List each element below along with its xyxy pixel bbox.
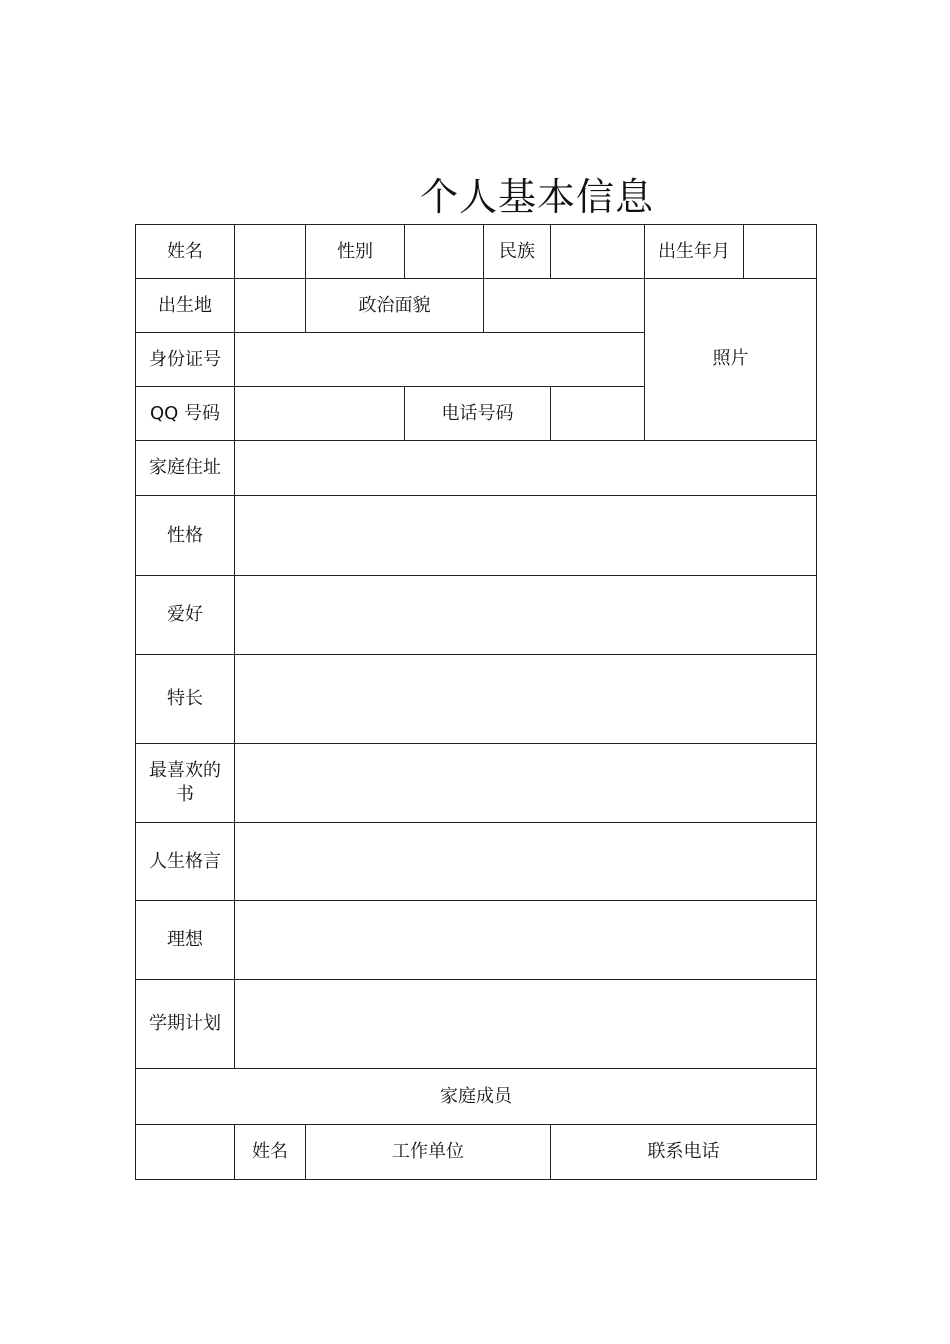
photo-label: 照片 — [712, 347, 749, 369]
phone-number-label: 电话号码 — [405, 387, 551, 441]
specialty-label: 特长 — [136, 655, 235, 744]
name-input[interactable] — [235, 225, 306, 279]
family-section-title: 家庭成员 — [136, 1069, 817, 1125]
row-basic-1 — [136, 225, 817, 279]
favorite-book-label-line1: 最喜欢的 — [149, 760, 221, 781]
gender-input[interactable] — [405, 225, 484, 279]
id-number-input[interactable] — [235, 333, 645, 387]
favorite-book-label — [136, 744, 235, 823]
row-ideal — [136, 901, 817, 980]
ideal-input[interactable] — [235, 901, 817, 980]
row-address — [136, 441, 817, 496]
personal-info-form — [135, 224, 817, 1180]
row-favorite-book — [136, 744, 817, 823]
family-column-blank — [136, 1125, 235, 1180]
qq-number-input[interactable] — [235, 387, 405, 441]
gender-label: 性别 — [306, 225, 405, 279]
photo-box[interactable] — [645, 279, 817, 441]
ethnicity-input[interactable] — [551, 225, 645, 279]
home-address-input[interactable] — [235, 441, 817, 496]
life-motto-label: 人生格言 — [136, 823, 235, 901]
home-address-label: 家庭住址 — [136, 441, 235, 496]
ideal-label: 理想 — [136, 901, 235, 980]
birth-month-label: 出生年月 — [645, 225, 744, 279]
birthplace-label: 出生地 — [136, 279, 235, 333]
favorite-book-input[interactable] — [235, 744, 817, 823]
favorite-book-label-line2: 书 — [176, 784, 194, 805]
row-semester-plan — [136, 980, 817, 1069]
family-header-row — [136, 1125, 817, 1180]
life-motto-input[interactable] — [235, 823, 817, 901]
political-status-label: 政治面貌 — [306, 279, 484, 333]
hobbies-label: 爱好 — [136, 576, 235, 655]
semester-plan-input[interactable] — [235, 980, 817, 1069]
qq-number-label: QQ 号码 — [136, 387, 235, 441]
family-column-name: 姓名 — [235, 1125, 306, 1180]
ethnicity-label: 民族 — [484, 225, 551, 279]
phone-number-input[interactable] — [551, 387, 645, 441]
personality-label: 性格 — [136, 496, 235, 576]
semester-plan-label: 学期计划 — [136, 980, 235, 1069]
name-label: 姓名 — [136, 225, 235, 279]
political-status-input[interactable] — [484, 279, 645, 333]
id-number-label: 身份证号 — [136, 333, 235, 387]
row-personality — [136, 496, 817, 576]
personality-input[interactable] — [235, 496, 817, 576]
row-life-motto — [136, 823, 817, 901]
hobbies-input[interactable] — [235, 576, 817, 655]
birth-month-input[interactable] — [744, 225, 817, 279]
row-basic-2 — [136, 279, 817, 333]
specialty-input[interactable] — [235, 655, 817, 744]
page-title: 个人基本信息 — [420, 175, 655, 219]
row-hobbies — [136, 576, 817, 655]
family-column-phone: 联系电话 — [551, 1125, 817, 1180]
row-family-title — [136, 1069, 817, 1125]
birthplace-input[interactable] — [235, 279, 306, 333]
family-column-workplace: 工作单位 — [306, 1125, 551, 1180]
row-specialty — [136, 655, 817, 744]
